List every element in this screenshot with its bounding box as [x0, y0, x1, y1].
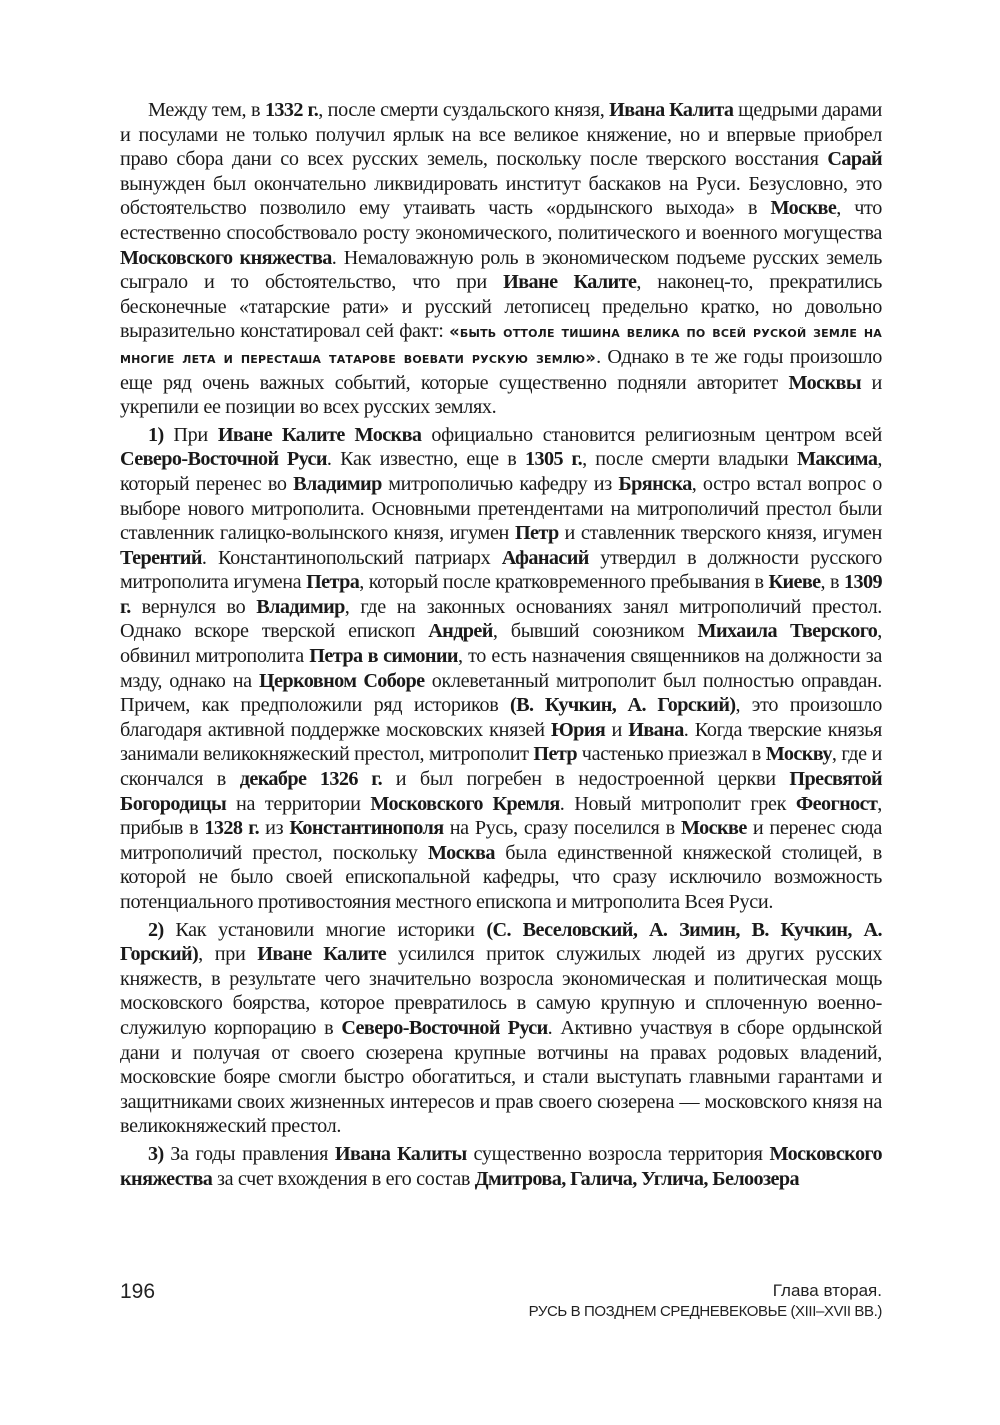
bold-term: Феогност — [795, 792, 878, 815]
text-run: утвердил в должности русского митрополита игумена — [120, 546, 883, 594]
bold-term: 2) — [148, 918, 176, 941]
bold-term: Северо-Восточной Руси — [120, 448, 327, 471]
bold-term: Иване Калите — [257, 943, 387, 966]
bold-term: Ивана — [628, 718, 684, 741]
text-run: , где и скончался в — [120, 743, 882, 791]
bold-term: Петр — [533, 743, 578, 766]
bold-term: Петр — [514, 522, 559, 545]
text-run: , что естественно способствовало росту экономического, политического и военного могущества — [120, 197, 883, 244]
bold-term: 1328 г. — [204, 817, 260, 840]
text-run: на территории — [226, 792, 371, 815]
bold-term: Пресвятой Богородицы — [120, 768, 882, 815]
text-run: за счет вхождения в его состав — [212, 1167, 475, 1190]
chronicle-quote: «быть оттоле тишина велика по всей руской земле на многие лета и пересташа татарове воевати рускую землю» — [120, 322, 883, 367]
bold-term: Церковном Соборе — [258, 669, 425, 692]
paragraph-point-3 — [120, 1142, 882, 1191]
text-run: , после смерти владыки — [582, 448, 797, 471]
bold-term: (С. Веселовский, А. Зимин, В. Кучкин, А. Горский) — [120, 918, 882, 966]
bold-term: Сарай — [827, 148, 882, 171]
bold-term: Московского княжества — [120, 246, 332, 269]
text-run: вернулся во — [130, 595, 257, 618]
bold-term: Северо-Восточной Руси — [341, 1016, 548, 1039]
bold-term: Михаила Тверского — [697, 620, 878, 643]
page-number: 196 — [120, 1280, 156, 1303]
bold-term: 1305 г. — [525, 448, 583, 471]
text-run: из — [259, 817, 290, 840]
bold-term: Андрей — [428, 620, 493, 643]
bold-term: Афанасий — [501, 546, 589, 569]
bold-term: 3) — [148, 1142, 171, 1165]
bold-term: Владимир — [293, 472, 382, 495]
text-run: частенько приезжал в — [577, 743, 766, 766]
text-run: , наконец-то, прекратились бесконечные «татарские рати» и русский летописец предельно кратко, но довольно выразительно констатировал сей факт: — [120, 271, 882, 343]
bold-term: Иване Калите — [503, 271, 637, 294]
paragraph-point-2 — [120, 918, 882, 1139]
text-run: За годы правления — [170, 1142, 335, 1165]
bold-term: Константинополя — [289, 817, 444, 840]
bold-term: Петра в симонии — [309, 645, 458, 668]
bold-term: Ивана Калита — [609, 99, 734, 121]
text-run: оклеветанный митрополит был полностью оправдан. Причем, как предположили ряд историков — [120, 669, 882, 717]
bold-term: Максима — [796, 448, 878, 471]
text-run: официально становится религиозным центром всей — [421, 423, 882, 446]
bold-term: Москву — [765, 743, 832, 766]
paragraph-intro — [120, 98, 882, 420]
bold-term: Москва — [427, 841, 495, 864]
paragraph-point-1 — [120, 423, 882, 915]
bold-term: Москве — [680, 817, 747, 840]
bold-term: Киеве — [768, 571, 821, 594]
text-run: Между тем, в — [148, 99, 265, 121]
bold-term: 1309 г. — [120, 571, 882, 618]
bold-term: (В. Кучкин, А. Горский) — [510, 694, 736, 717]
text-run: существенно возросла территория — [466, 1142, 770, 1165]
text-run: , обвинил митрополита — [120, 620, 882, 668]
text-run: вынужден был окончательно ликвидировать институт баскаков на Руси. Безусловно, это обстоятельство позволило ему утаивать часть «ордынского выхода» в — [120, 172, 882, 220]
bold-term: Брянска — [618, 472, 692, 495]
text-run: , это произошло благодаря активной поддержке московских князей — [120, 694, 882, 741]
text-run: , в — [820, 571, 844, 594]
text-run: . Активно участвуя в сборе ордынской дани и получая от своего сюзерена крупные вотчины на правах родовых владений, московские бояре смогли быстро обогатиться, и стали выступать главными гарантами и защитниками своих жизненных интересов и прав своего сюзерена — московского князя на великокняжеский престол. — [120, 1016, 883, 1138]
text-run: усилился приток служилых людей из других русских княжеств, в результате чего значительно возросла экономическая и политическая мощь московского боярства, которое превратилось в самую крупную и сплоченную военно-служилую корпорацию в — [120, 943, 882, 1039]
bold-term: Москвы — [788, 371, 861, 394]
running-head — [529, 1280, 882, 1322]
text-run: , который перенес во — [120, 448, 883, 495]
text-run: . Константинопольский патриарх — [201, 546, 502, 569]
text-run: . Когда тверские князья занимали великокняжеский престол, митрополит — [120, 718, 882, 766]
bold-term: Юрия — [551, 718, 606, 741]
text-run: , прибыв в — [120, 792, 882, 840]
bold-term: Терентий — [120, 546, 202, 569]
text-run: и укрепили ее позиции во всех русских землях. — [120, 371, 882, 419]
bold-term: Владимир — [256, 595, 345, 618]
text-run: Как установили многие историки — [175, 918, 487, 941]
text-run: была единственной княжеской столицей, в которой не было своей епископальной кафедры, что сразу исключило возможность потенциального противостояния местного епископа и митрополита Всея Руси. — [120, 841, 882, 913]
text-run: и перенес сюда митрополичий престол, поскольку — [120, 817, 882, 864]
text-run: При — [173, 423, 218, 446]
text-run: щедрыми дарами и посулами не только получил ярлык на все великое княжение, но и впервые приобрел право сбора дани со всех русских земель, поскольку после тверского восстания — [120, 99, 883, 171]
chapter-title: Глава вторая. — [772, 1281, 882, 1300]
text-run: и — [605, 718, 629, 741]
bold-term: Петра — [306, 571, 360, 594]
text-run: , при — [198, 943, 258, 966]
text-run: . Немаловажную роль в экономическом подъеме русских земель сыграло и то обстоятельство, что при — [120, 246, 882, 294]
bold-term: 1332 г. — [264, 99, 319, 121]
text-run: . Однако в те же годы произошло еще ряд очень важных событий, которые существенно подняли авторитет — [120, 345, 882, 394]
bold-term: Дмитрова, Галича, Углича, Белоозера — [474, 1167, 800, 1190]
bold-term: Иване Калите Москва — [217, 423, 422, 446]
text-run: , после смерти суздальского князя, — [318, 99, 610, 121]
text-run: на Русь, сразу поселился в — [443, 817, 681, 840]
text-run: . Как известно, еще в — [326, 448, 526, 471]
bold-term: Московского Кремля — [370, 792, 560, 815]
text-run: . Новый митрополит грек — [559, 792, 796, 815]
bold-term: Московского княжества — [120, 1142, 882, 1190]
text-run: митрополичью кафедру из — [381, 472, 619, 495]
bold-term: декабре 1326 г. — [239, 768, 383, 791]
text-run: и ставленник тверского князя, игумен — [558, 522, 883, 545]
text-run: , бывший союзником — [492, 620, 698, 643]
page-body — [120, 98, 882, 1191]
bold-term: Москве — [770, 197, 837, 220]
chapter-subtitle: РУСЬ В ПОЗДНЕМ СРЕДНЕВЕКОВЬЕ (XIII–XVII ВВ.) — [528, 1303, 882, 1320]
text-run: , то есть назначения священников на должности за мзду, однако на — [120, 645, 882, 692]
text-run: и был погребен в недостроенной церкви — [382, 768, 790, 791]
text-run: , который после кратковременного пребывания в — [359, 571, 769, 594]
text-run: , где на законных основаниях занял митрополичий престол. Однако вскоре тверской епископ — [120, 595, 883, 643]
bold-term: 1) — [148, 423, 174, 446]
bold-term: Ивана Калиты — [334, 1142, 467, 1165]
text-run: , остро встал вопрос о выборе нового митрополита. Основными претендентами на митрополичий престол были ставленник галицко-волынского князя, игумен — [120, 472, 882, 545]
